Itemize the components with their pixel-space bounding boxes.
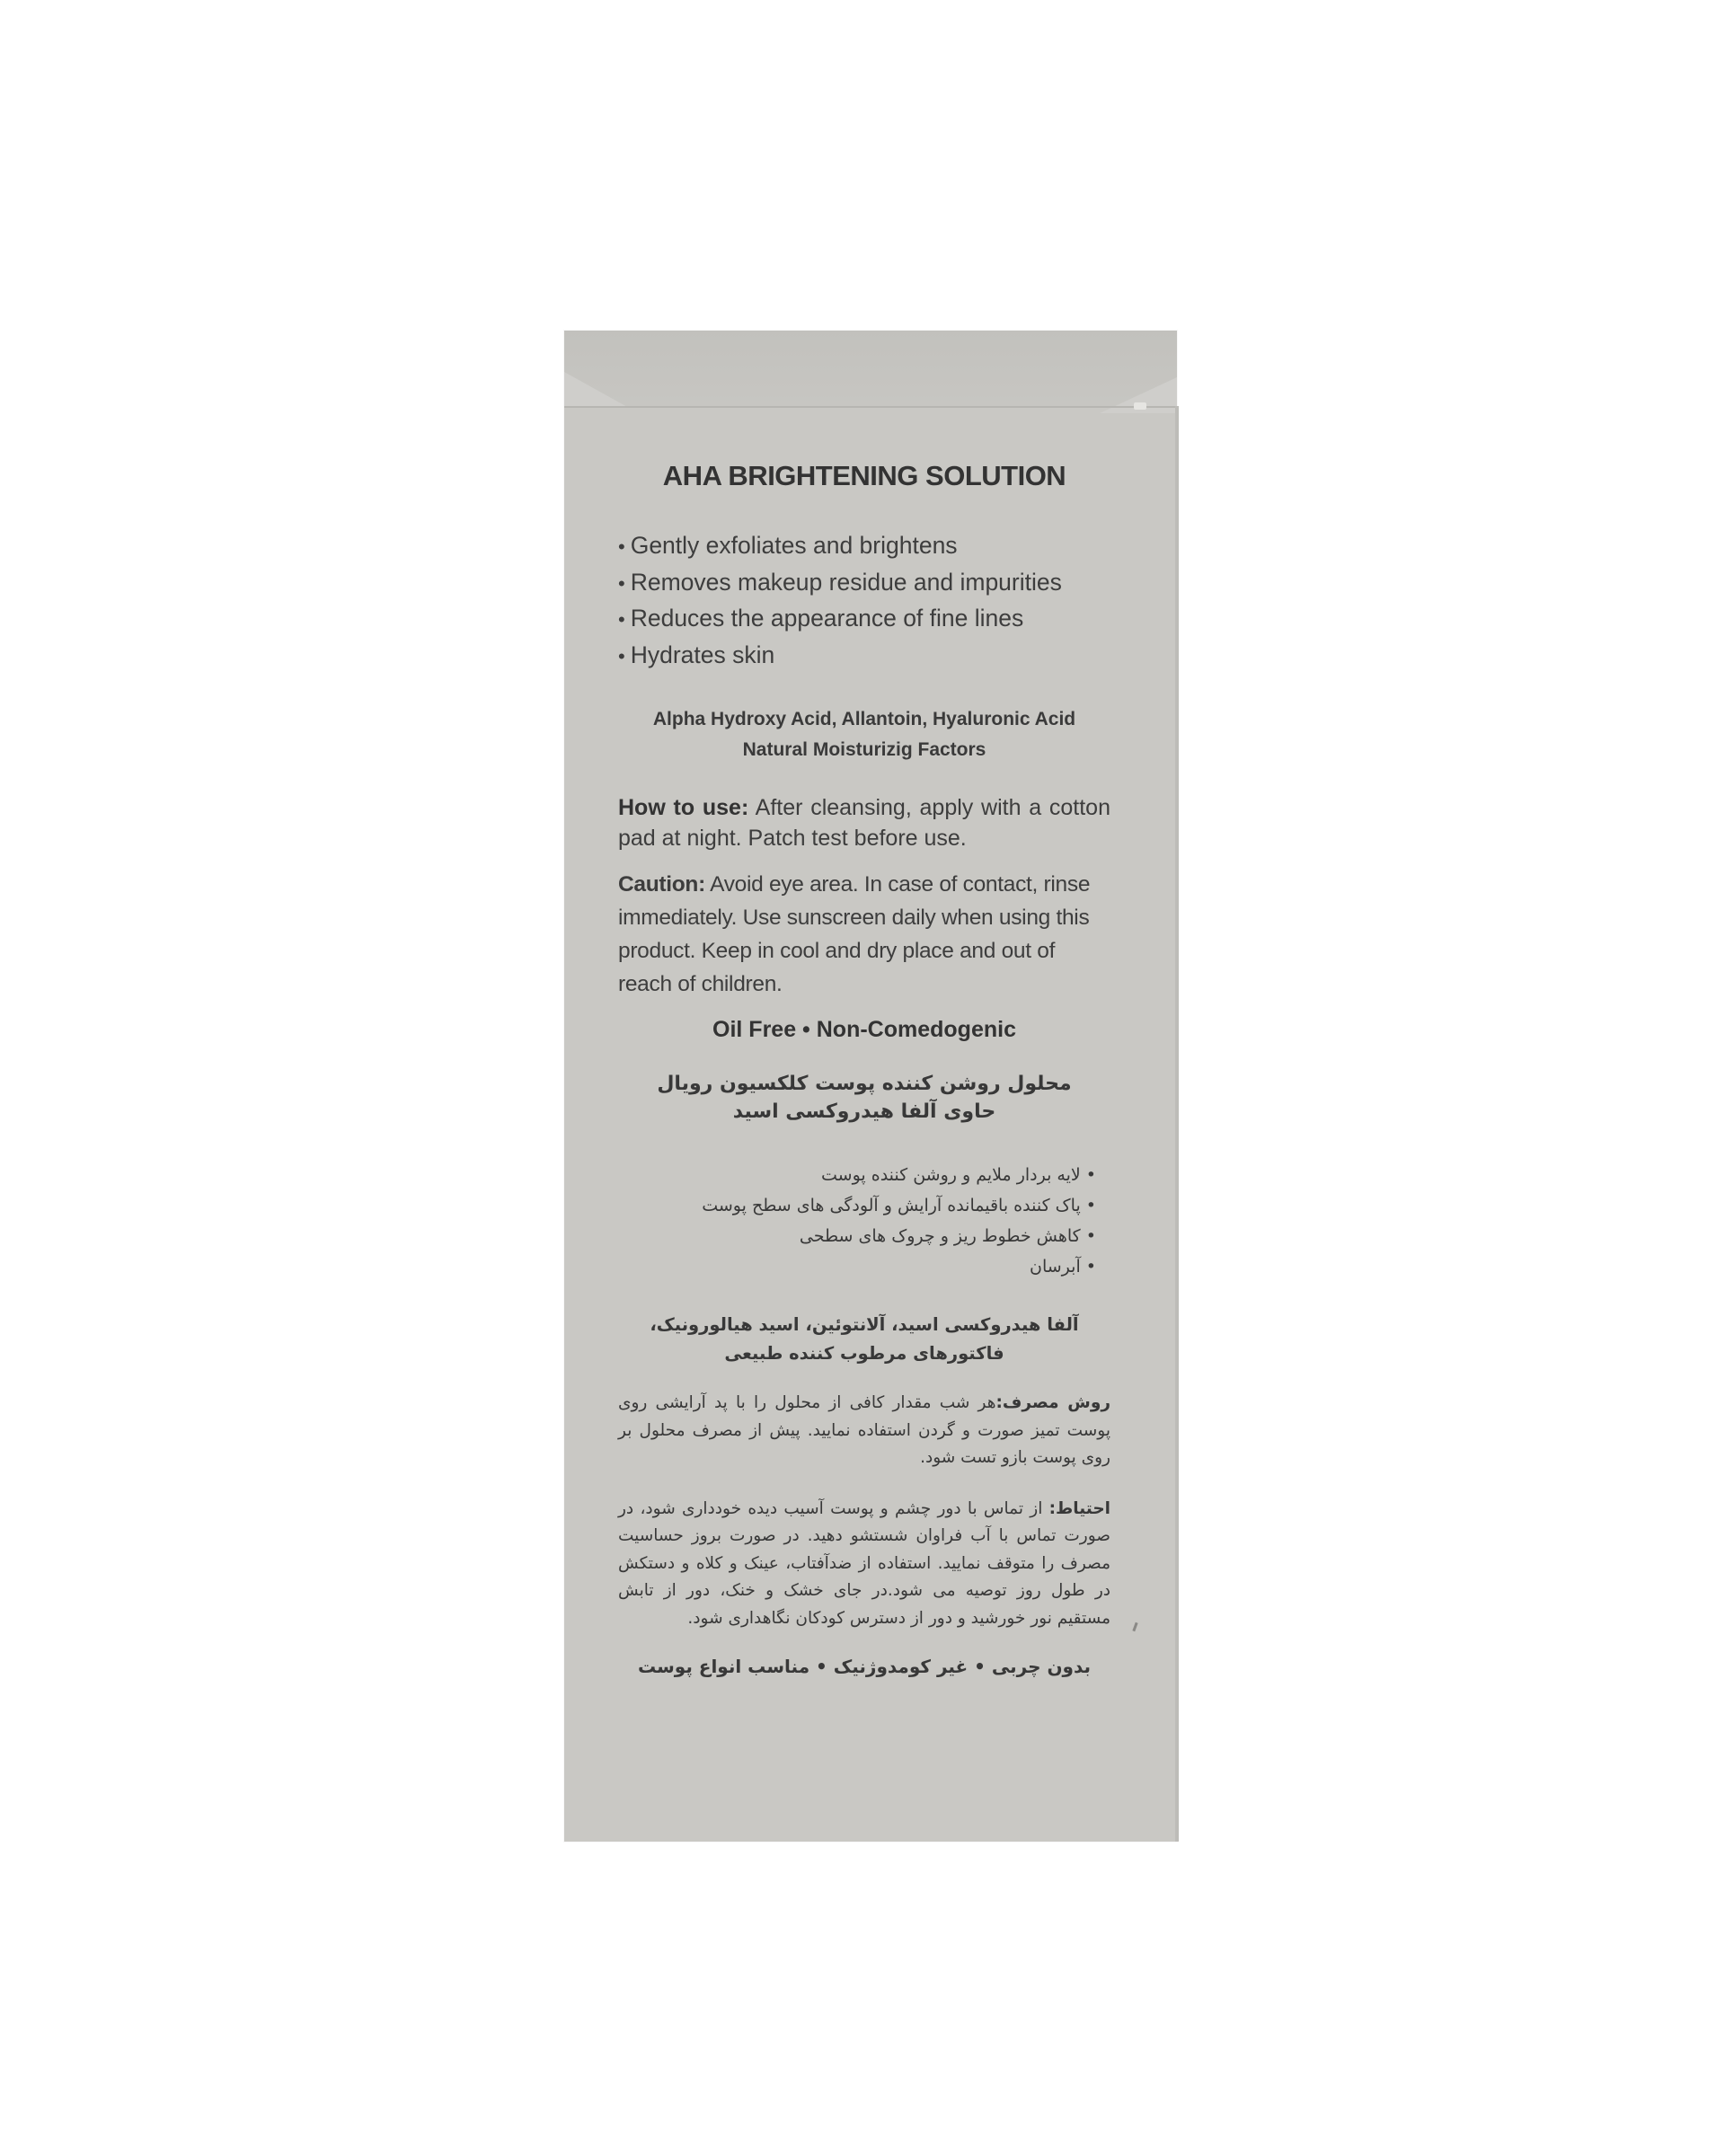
persian-how-to-use	[618, 1390, 1110, 1472]
persian-title-line: محلول روشن کننده پوست کلکسیون رویال	[657, 1073, 1072, 1095]
benefit-text: Reduces the appearance of fine lines	[630, 605, 1024, 632]
benefit-text: Gently exfoliates and brightens	[630, 532, 958, 559]
benefit-item	[618, 638, 1110, 675]
bullet: •	[1085, 1257, 1096, 1277]
benefits-list	[618, 528, 1110, 674]
ingredients	[618, 704, 1110, 765]
bullet: •	[618, 535, 625, 558]
benefit-text: Removes makeup residue and impurities	[630, 568, 1062, 596]
benefit-item	[618, 601, 1110, 638]
persian-section	[618, 1070, 1110, 1677]
bullet: •	[1085, 1165, 1096, 1185]
persian-title	[618, 1070, 1110, 1126]
persian-benefit-item	[618, 1160, 1096, 1190]
persian-caution	[618, 1496, 1110, 1633]
caution-label: Caution:	[618, 872, 705, 897]
caution	[618, 868, 1110, 1001]
persian-benefit-item	[618, 1190, 1096, 1221]
caution-text: Avoid eye area. In case of contact, rinse immediately. Use sunscreen daily when using this product. Keep in cool and dry place and out of reach of children.	[618, 872, 1091, 996]
persian-how-to-use-text: هر شب مقدار کافی از محلول را با پد آرایشی روی پوست تمیز صورت و گردن استفاده نمایید. پیش از مصرف محلول بر روی پوست بازو تست شود.	[618, 1393, 1110, 1467]
flap-fold-line	[564, 406, 1177, 408]
benefit-item	[618, 528, 1110, 565]
persian-benefit-text: پاک کننده باقیمانده آرایش و آلودگی های سطح پوست	[702, 1196, 1081, 1215]
how-to-use	[618, 792, 1110, 853]
persian-ingredients-line: فاکتورهای مرطوب کننده طبیعی	[724, 1343, 1004, 1364]
persian-benefits-list	[618, 1160, 1110, 1282]
bullet: •	[618, 644, 625, 667]
bullet: •	[618, 571, 625, 595]
persian-how-to-use-label: روش مصرف:	[995, 1393, 1110, 1412]
box-label	[618, 460, 1110, 1677]
persian-ingredients-line: آلفا هیدروکسی اسید، آلانتوئین، اسید هیالورونیک،	[650, 1314, 1079, 1335]
persian-footer: بدون چربی • غیر کومدوژنیک • مناسب انواع پوست	[637, 1656, 1092, 1677]
product-title: AHA BRIGHTENING SOLUTION	[662, 460, 1066, 491]
benefit-item	[618, 565, 1110, 602]
benefit-text: Hydrates skin	[630, 641, 775, 668]
ingredients-line: Alpha Hydroxy Acid, Allantoin, Hyaluronic Acid	[652, 709, 1076, 729]
ingredients-line: Natural Moisturizig Factors	[742, 739, 986, 760]
persian-ingredients	[618, 1311, 1110, 1368]
persian-title-line: حاوی آلفا هیدروکسی اسید	[732, 1100, 996, 1123]
persian-caution-label: احتیاط:	[1048, 1498, 1110, 1518]
bullet: •	[1085, 1226, 1096, 1246]
how-to-use-label: How to use:	[618, 795, 749, 820]
persian-benefit-item	[618, 1251, 1096, 1282]
product-claims: Oil Free • Non-Comedogenic	[712, 1017, 1016, 1042]
bullet: •	[618, 608, 625, 631]
persian-caution-text: از تماس با دور چشم و پوست آسیب دیده خودداری شود، در صورت تماس با آب فراوان شستشو دهید. در صورت بروز حساسیت مصرف را متوقف نمایید. استفاده از ضدآفتاب، عینک و کلاه و دستکش در طول روز توصیه می شود.در جای خشک و خنک، دور از تابش مستقیم نور خورشید و دور از دسترس کودکان نگاهداری شود.	[618, 1498, 1110, 1628]
how-to-use-text: After cleansing, apply with a cotton pad at night. Patch test before use.	[618, 795, 1110, 851]
box-corner-nick	[1134, 402, 1146, 410]
persian-benefit-text: لایه بردار ملایم و روشن کننده پوست	[821, 1165, 1081, 1185]
persian-benefit-item	[618, 1221, 1096, 1251]
persian-benefit-text: آبرسان	[1030, 1257, 1081, 1277]
box-top-flap	[564, 331, 1177, 406]
persian-benefit-text: کاهش خطوط ریز و چروک های سطحی	[799, 1226, 1081, 1246]
box-side-edge	[1175, 406, 1179, 1842]
bullet: •	[1085, 1196, 1096, 1215]
